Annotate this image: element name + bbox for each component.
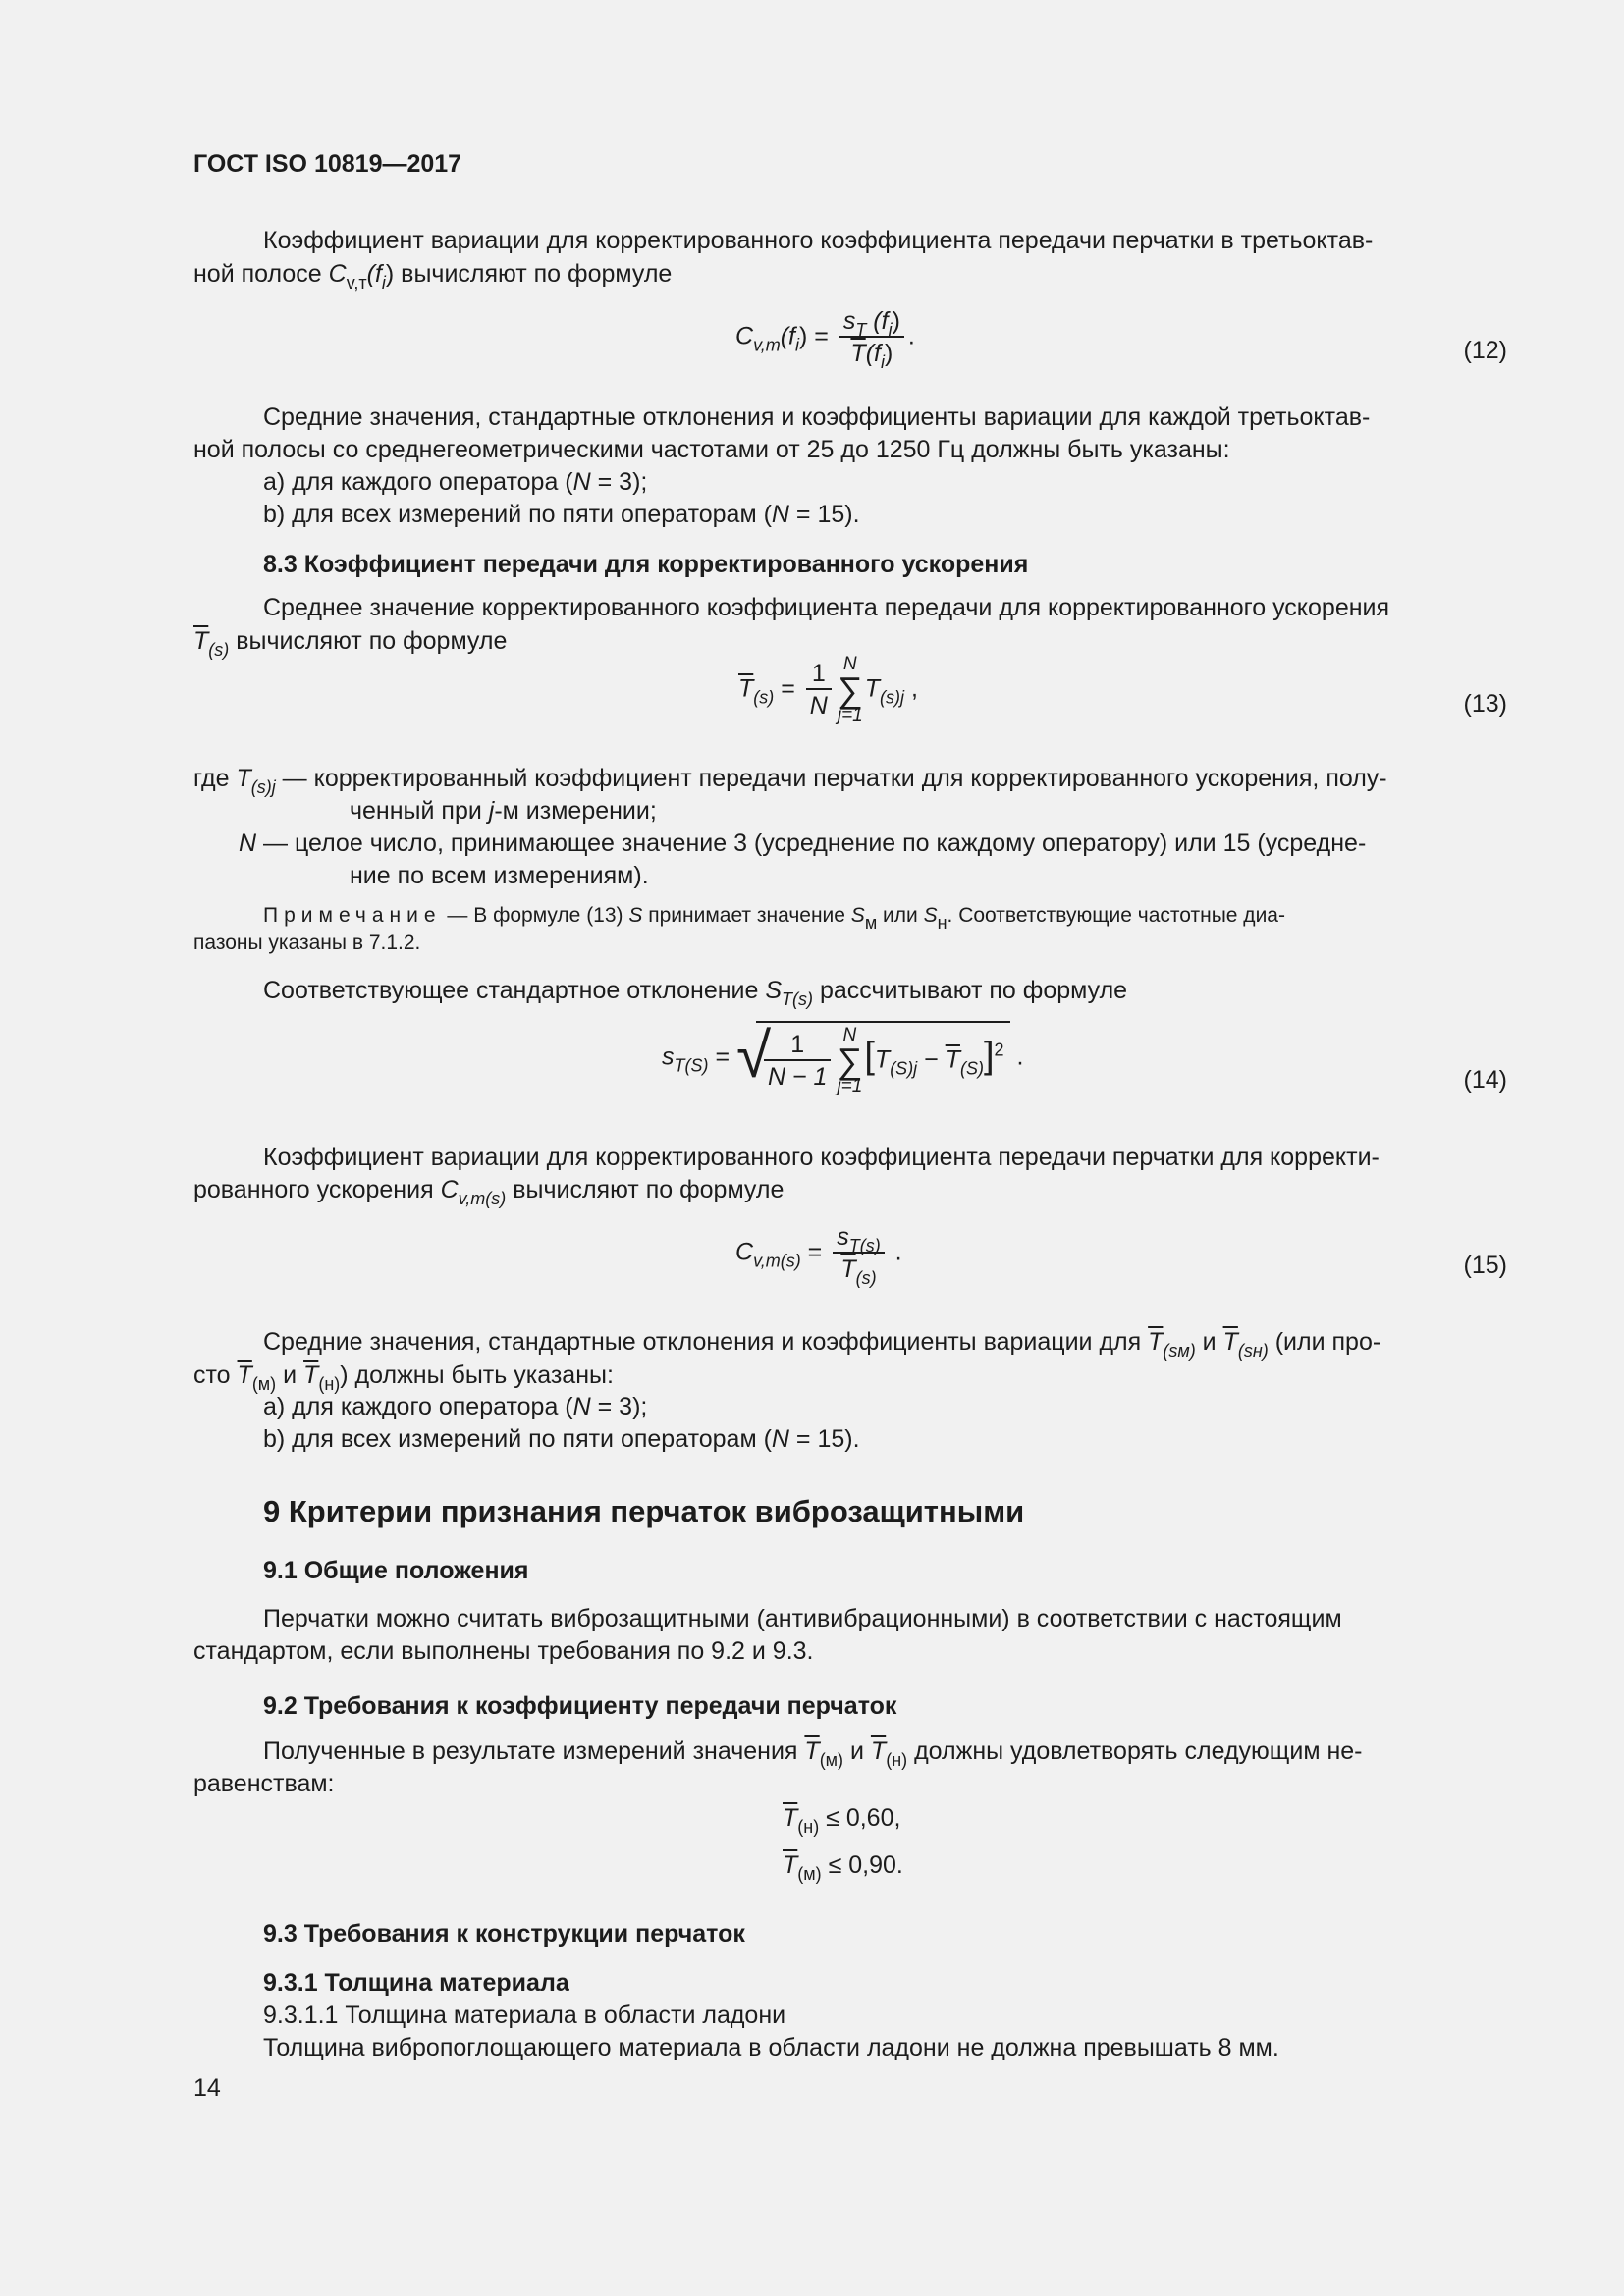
where-clause: где $T_{(s)j}$ — корректированный коэффициент передачи перчатки для корректированного ускорения, полу- xyxy=(193,765,1387,797)
inequality: $\overline{T}_{(н)} \le 0,60$, xyxy=(783,1804,901,1837)
equation-number: (12) xyxy=(1463,337,1507,364)
paragraph: Толщина вибропоглощающего материала в области ладони не должна превышать 8 мм. xyxy=(263,2034,1279,2061)
list-item: b) для всех измерений по пяти операторам (N = 15). xyxy=(263,501,860,528)
section-heading-9: 9 Критерии признания перчаток виброзащитными xyxy=(263,1494,1025,1528)
formula-15: $C_{v,т(s)}$ = $\frac{s_{T(s)}}{\overline{T}_{(s)}}$ . xyxy=(735,1223,902,1288)
section-heading-9-3-1: 9.3.1 Толщина материала xyxy=(263,1969,569,1997)
section-heading-8-3: 8.3 Коэффициент передачи для корректированного ускорения xyxy=(263,551,1029,578)
note: Примечание — В формуле (13) S принимает значение $S_м$ или $S_н$. Соответствующие частотные диа- xyxy=(263,904,1285,933)
paragraph: сто $\overline{T}_{(м)}$ и $\overline{T}_{(н)}$) должны быть указаны: xyxy=(193,1362,614,1394)
where-clause: ние по всем измерениям). xyxy=(350,862,649,889)
paragraph: рованного ускорения $C_{v,т(s)}$ вычисляют по формуле xyxy=(193,1176,785,1208)
list-item: a) для каждого оператора (N = 3); xyxy=(263,468,648,496)
equation-number: (14) xyxy=(1463,1066,1507,1094)
paragraph: равенствам: xyxy=(193,1770,335,1797)
paragraph: Среднее значение корректированного коэффициента передачи для корректированного ускорения xyxy=(263,594,1390,621)
list-item: b) для всех измерений по пяти операторам (N = 15). xyxy=(263,1425,860,1453)
subclause-title: 9.3.1.1 Толщина материала в области ладони xyxy=(263,2002,786,2029)
note: пазоны указаны в 7.1.2. xyxy=(193,932,421,954)
formula-13: $\overline{T}_{(s)}$ = $\frac{1}{N}$ N ∑ $j=1T_{(s)j}$ , xyxy=(738,654,918,725)
formula-12: $C_{v,т}(f_i)$ = $\frac{s_T (f_i)}{\overline{T}(f_i)}$ . xyxy=(735,307,915,372)
formula-14: $s_{T(S)}$ = √ $\frac{1}{N - 1}$ N ∑ $j=1[T_{(S)j} - \overline{T}_{(S)}]^2$ . xyxy=(662,1020,1024,1096)
document-header: ГОСТ ISO 10819—2017 xyxy=(193,150,462,178)
paragraph: Полученные в результате измерений значения $\overline{T}_{(м)}$ и $\overline{T}_{(н)}$ должны удовлетворять следующим не- xyxy=(263,1737,1363,1770)
section-heading-9-2: 9.2 Требования к коэффициенту передачи перчаток xyxy=(263,1692,897,1720)
where-clause: ченный при j-м измерении; xyxy=(350,797,657,825)
paragraph: ной полосе $C_{v,т}(f_i)$ вычисляют по формуле xyxy=(193,260,673,293)
section-heading-9-3: 9.3 Требования к конструкции перчаток xyxy=(263,1920,745,1948)
paragraph: $\overline{T}_{(s)}$ вычисляют по формуле xyxy=(193,627,508,660)
paragraph: Средние значения, стандартные отклонения и коэффициенты вариации для каждой третьоктав- xyxy=(263,403,1371,431)
paragraph: Перчатки можно считать виброзащитными (антивибрационными) в соответствии с настоящим xyxy=(263,1605,1342,1632)
where-clause: N — целое число, принимающее значение 3 (усреднение по каждому оператору) или 15 (усредне- xyxy=(239,829,1367,857)
page-number: 14 xyxy=(193,2074,221,2102)
equation-number: (13) xyxy=(1463,690,1507,718)
paragraph: стандартом, если выполнены требования по 9.2 и 9.3. xyxy=(193,1637,814,1665)
paragraph: Средние значения, стандартные отклонения и коэффициенты вариации для $\overline{T}_{(sм)}$ и $\overline{T}_{(sн)}$ (или про- xyxy=(263,1328,1381,1361)
inequality: $\overline{T}_{(м)} \le 0,90$. xyxy=(783,1851,903,1884)
equation-number: (15) xyxy=(1463,1252,1507,1279)
paragraph: Коэффициент вариации для корректированного коэффициента передачи перчатки для корректи- xyxy=(263,1144,1380,1171)
section-heading-9-1: 9.1 Общие положения xyxy=(263,1557,529,1584)
list-item: a) для каждого оператора (N = 3); xyxy=(263,1393,648,1420)
paragraph: ной полосы со среднегеометрическими частотами от 25 до 1250 Гц должны быть указаны: xyxy=(193,436,1230,463)
paragraph: Соответствующее стандартное отклонение $S_{T(s)}$ рассчитывают по формуле xyxy=(263,977,1128,1009)
paragraph: Коэффициент вариации для корректированного коэффициента передачи перчатки в третьоктав- xyxy=(263,227,1374,254)
